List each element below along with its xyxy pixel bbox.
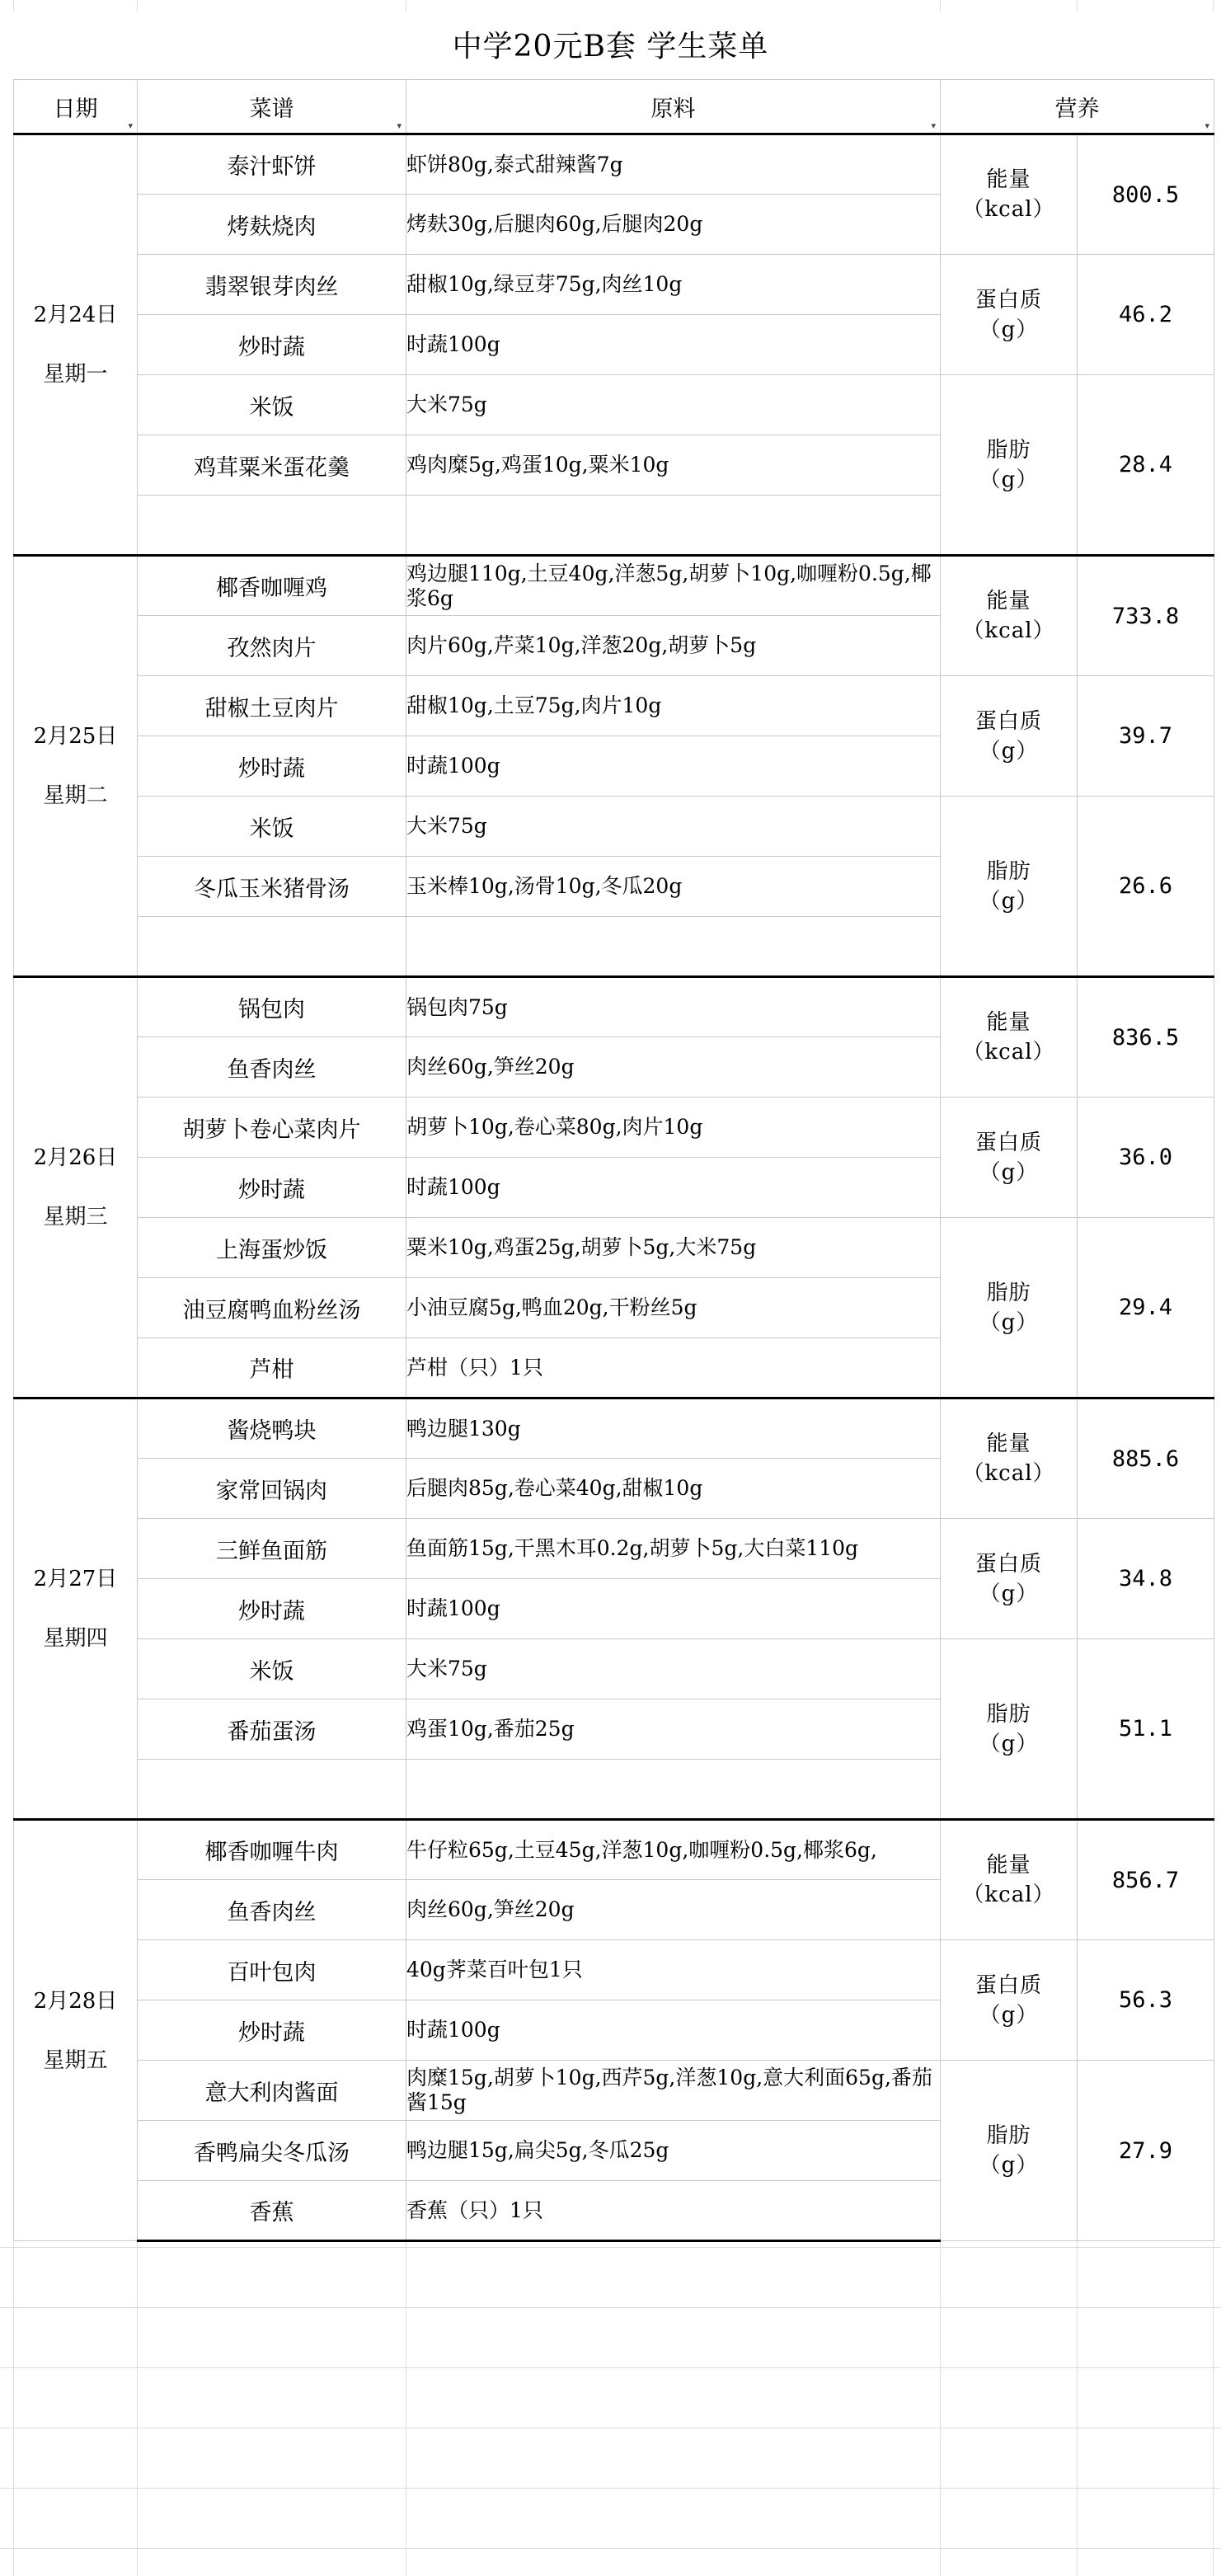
protein-unit: （g） xyxy=(979,1581,1039,1606)
date-text: 2月26日 xyxy=(33,1145,118,1170)
menu-row xyxy=(14,1820,1214,1880)
ingredients-cell[interactable]: 鱼面筋15g,干黑木耳0.2g,胡萝卜5g,大白菜110g xyxy=(406,1519,941,1579)
protein-label-cell[interactable] xyxy=(941,1098,1078,1218)
fat-value[interactable]: 29.4 xyxy=(1078,1218,1214,1398)
fat-label: 脂肪 xyxy=(986,2123,1031,2148)
day-block xyxy=(14,556,1214,977)
ingredients-cell[interactable]: 牛仔粒65g,土豆45g,洋葱10g,咖喱粉0.5g,椰浆6g, xyxy=(406,1820,941,1880)
dish-cell[interactable]: 香蕉 xyxy=(138,2181,406,2241)
dish-cell[interactable]: 椰香咖喱牛肉 xyxy=(138,1820,406,1880)
energy-label: 能量 xyxy=(986,1431,1031,1456)
fat-value[interactable]: 26.6 xyxy=(1078,797,1214,977)
header-dish[interactable] xyxy=(138,80,406,134)
ingredients-cell[interactable]: 时蔬100g xyxy=(406,1158,941,1218)
fat-label: 脂肪 xyxy=(986,1701,1031,1727)
protein-unit: （g） xyxy=(979,317,1039,342)
dish-cell[interactable]: 香鸭扁尖冬瓜汤 xyxy=(138,2121,406,2181)
menu-row xyxy=(14,676,1214,736)
fat-label-cell[interactable] xyxy=(941,1639,1078,1820)
fat-value[interactable]: 27.9 xyxy=(1078,2061,1214,2241)
ingredients-cell[interactable]: 粟米10g,鸡蛋25g,胡萝卜5g,大米75g xyxy=(406,1218,941,1278)
dish-cell[interactable]: 胡萝卜卷心菜肉片 xyxy=(138,1098,406,1158)
dish-cell[interactable]: 鱼香肉丝 xyxy=(138,1880,406,1940)
protein-value[interactable]: 36.0 xyxy=(1078,1098,1214,1218)
grid-line xyxy=(0,2247,1221,2248)
protein-label: 蛋白质 xyxy=(974,708,1042,734)
header-ingredients[interactable] xyxy=(406,80,941,134)
weekday-text: 星期四 xyxy=(43,1626,108,1651)
menu-row xyxy=(14,556,1214,616)
fat-label-cell[interactable] xyxy=(941,1218,1078,1398)
dish-cell[interactable]: 炒时蔬 xyxy=(138,1579,406,1639)
energy-label-cell[interactable] xyxy=(941,1820,1078,1940)
date-cell[interactable] xyxy=(14,1398,138,1820)
fat-label-cell[interactable] xyxy=(941,375,1078,556)
protein-label: 蛋白质 xyxy=(974,1972,1042,1998)
dish-cell[interactable]: 米饭 xyxy=(138,375,406,435)
energy-label: 能量 xyxy=(986,1010,1031,1035)
ingredients-cell[interactable]: 鸭边腿15g,扁尖5g,冬瓜25g xyxy=(406,2121,941,2181)
menu-row xyxy=(14,1218,1214,1278)
energy-value[interactable]: 885.6 xyxy=(1078,1398,1214,1519)
fat-label-cell[interactable] xyxy=(941,797,1078,977)
day-block xyxy=(14,977,1214,1398)
date-cell[interactable] xyxy=(14,556,138,977)
ingredients-cell[interactable]: 大米75g xyxy=(406,797,941,857)
energy-label: 能量 xyxy=(986,1853,1031,1878)
header-ingredients-label: 原料 xyxy=(650,96,696,122)
weekday-text: 星期三 xyxy=(43,1205,108,1229)
date-text: 2月25日 xyxy=(33,724,118,749)
ingredients-cell[interactable]: 时蔬100g xyxy=(406,1579,941,1639)
menu-row xyxy=(14,1940,1214,2000)
energy-unit: （kcal） xyxy=(962,1883,1055,1907)
energy-label-cell[interactable] xyxy=(941,1398,1078,1519)
ingredients-cell[interactable]: 小油豆腐5g,鸭血20g,干粉丝5g xyxy=(406,1278,941,1338)
ingredients-cell[interactable]: 肉糜15g,胡萝卜10g,西芹5g,洋葱10g,意大利面65g,番茄酱15g xyxy=(406,2061,941,2121)
fat-unit: （g） xyxy=(979,2153,1039,2178)
dish-cell[interactable]: 油豆腐鸭血粉丝汤 xyxy=(138,1278,406,1338)
energy-label: 能量 xyxy=(986,167,1031,192)
grid-line xyxy=(0,2488,1221,2489)
protein-label-cell[interactable] xyxy=(941,1519,1078,1639)
dish-cell[interactable]: 炒时蔬 xyxy=(138,2000,406,2061)
energy-label-cell[interactable] xyxy=(941,556,1078,676)
menu-row xyxy=(14,797,1214,857)
fat-unit: （g） xyxy=(979,1309,1039,1335)
filter-dropdown-icon[interactable]: ▾ xyxy=(128,120,133,131)
date-text: 2月28日 xyxy=(33,1988,118,2014)
menu-row xyxy=(14,1098,1214,1158)
header-nutrition-label: 营养 xyxy=(1054,96,1100,122)
filter-dropdown-icon[interactable]: ▾ xyxy=(397,120,402,131)
energy-unit: （kcal） xyxy=(962,1461,1055,1486)
menu-row xyxy=(14,1519,1214,1579)
weekday-text: 星期一 xyxy=(43,362,108,387)
fat-label-cell[interactable] xyxy=(941,2061,1078,2241)
fat-unit: （g） xyxy=(979,1731,1039,1756)
protein-label-cell[interactable] xyxy=(941,1940,1078,2061)
menu-row xyxy=(14,1639,1214,1699)
ingredients-cell[interactable]: 锅包肉75g xyxy=(406,977,941,1037)
ingredients-cell[interactable]: 后腿肉85g,卷心菜40g,甜椒10g xyxy=(406,1459,941,1519)
ingredients-cell[interactable]: 甜椒10g,土豆75g,肉片10g xyxy=(406,676,941,736)
ingredients-cell[interactable]: 肉片60g,芹菜10g,洋葱20g,胡萝卜5g xyxy=(406,616,941,676)
protein-label-cell[interactable] xyxy=(941,255,1078,375)
grid-line xyxy=(0,2307,1221,2308)
header-date-label: 日期 xyxy=(53,96,98,122)
dish-cell[interactable]: 炒时蔬 xyxy=(138,736,406,797)
menu-row xyxy=(14,134,1214,195)
menu-row xyxy=(14,2061,1214,2121)
menu-row xyxy=(14,1398,1214,1459)
dish-cell[interactable]: 上海蛋炒饭 xyxy=(138,1218,406,1278)
dish-cell[interactable]: 泰汁虾饼 xyxy=(138,134,406,195)
energy-label-cell[interactable] xyxy=(941,977,1078,1098)
dish-cell[interactable]: 翡翠银芽肉丝 xyxy=(138,255,406,315)
date-text: 2月27日 xyxy=(33,1567,118,1591)
menu-row xyxy=(14,255,1214,315)
protein-label: 蛋白质 xyxy=(974,287,1042,313)
dish-cell[interactable]: 鱼香肉丝 xyxy=(138,1037,406,1098)
weekday-text: 星期二 xyxy=(43,783,108,808)
ingredients-cell[interactable]: 甜椒10g,绿豆芽75g,肉丝10g xyxy=(406,255,941,315)
fat-label: 脂肪 xyxy=(986,437,1031,463)
dish-cell[interactable]: 酱烧鸭块 xyxy=(138,1398,406,1459)
ingredients-cell[interactable]: 肉丝60g,笋丝20g xyxy=(406,1037,941,1098)
protein-unit: （g） xyxy=(979,738,1039,764)
header-dish-label: 菜谱 xyxy=(249,96,294,122)
menu-row xyxy=(14,977,1214,1037)
ingredients-cell[interactable]: 大米75g xyxy=(406,375,941,435)
energy-unit: （kcal） xyxy=(962,618,1055,643)
ingredients-cell[interactable]: 时蔬100g xyxy=(406,736,941,797)
menu-title: 中学20元B套 学生菜单 xyxy=(0,12,1221,82)
ingredients-cell[interactable]: 胡萝卜10g,卷心菜80g,肉片10g xyxy=(406,1098,941,1158)
ingredients-cell[interactable]: 肉丝60g,笋丝20g xyxy=(406,1880,941,1940)
protein-unit: （g） xyxy=(979,2002,1039,2028)
protein-unit: （g） xyxy=(979,1159,1039,1185)
ingredients-cell[interactable]: 时蔬100g xyxy=(406,315,941,375)
energy-value[interactable]: 800.5 xyxy=(1078,134,1214,255)
dish-cell[interactable]: 冬瓜玉米猪骨汤 xyxy=(138,857,406,917)
ingredients-cell[interactable] xyxy=(406,496,941,556)
ingredients-cell[interactable] xyxy=(406,1760,941,1820)
day-block xyxy=(14,1820,1214,2241)
filter-dropdown-icon[interactable]: ▾ xyxy=(1205,120,1209,131)
ingredients-cell[interactable]: 烤麸30g,后腿肉60g,后腿肉20g xyxy=(406,195,941,255)
protein-value[interactable]: 56.3 xyxy=(1078,1940,1214,2061)
dish-cell[interactable]: 家常回锅肉 xyxy=(138,1459,406,1519)
header-date[interactable] xyxy=(14,80,138,134)
energy-value[interactable]: 733.8 xyxy=(1078,556,1214,676)
dish-cell[interactable]: 米饭 xyxy=(138,1639,406,1699)
energy-label-cell[interactable] xyxy=(941,134,1078,255)
energy-unit: （kcal） xyxy=(962,1040,1055,1065)
weekday-text: 星期五 xyxy=(43,2047,108,2073)
fat-unit: （g） xyxy=(979,888,1039,914)
protein-label-cell[interactable] xyxy=(941,676,1078,797)
dish-cell[interactable]: 烤麸烧肉 xyxy=(138,195,406,255)
date-cell[interactable] xyxy=(14,1820,138,2241)
dish-cell[interactable] xyxy=(138,1760,406,1820)
fat-label: 脂肪 xyxy=(986,1280,1031,1305)
dish-cell[interactable]: 百叶包肉 xyxy=(138,1940,406,2000)
protein-label: 蛋白质 xyxy=(974,1551,1042,1577)
energy-value[interactable]: 856.7 xyxy=(1078,1820,1214,1940)
menu-table xyxy=(13,79,1214,2242)
date-cell[interactable] xyxy=(14,977,138,1398)
dish-cell[interactable]: 米饭 xyxy=(138,797,406,857)
protein-value[interactable]: 39.7 xyxy=(1078,676,1214,797)
ingredients-cell[interactable]: 时蔬100g xyxy=(406,2000,941,2061)
ingredients-cell[interactable]: 鸭边腿130g xyxy=(406,1398,941,1459)
filter-dropdown-icon[interactable]: ▾ xyxy=(931,120,936,131)
ingredients-cell[interactable]: 鸡蛋10g,番茄25g xyxy=(406,1699,941,1760)
dish-cell[interactable]: 芦柑 xyxy=(138,1338,406,1398)
energy-value[interactable]: 836.5 xyxy=(1078,977,1214,1098)
dish-cell[interactable]: 椰香咖喱鸡 xyxy=(138,556,406,616)
fat-value[interactable]: 51.1 xyxy=(1078,1639,1214,1820)
dish-cell[interactable] xyxy=(138,917,406,977)
ingredients-cell[interactable]: 虾饼80g,泰式甜辣酱7g xyxy=(406,134,941,195)
dish-cell[interactable] xyxy=(138,496,406,556)
dish-cell[interactable]: 鸡茸粟米蛋花羹 xyxy=(138,435,406,496)
dish-cell[interactable]: 番茄蛋汤 xyxy=(138,1699,406,1760)
dish-cell[interactable]: 甜椒土豆肉片 xyxy=(138,676,406,736)
dish-cell[interactable]: 孜然肉片 xyxy=(138,616,406,676)
dish-cell[interactable]: 炒时蔬 xyxy=(138,315,406,375)
protein-value[interactable]: 34.8 xyxy=(1078,1519,1214,1639)
energy-unit: （kcal） xyxy=(962,197,1055,222)
header-nutrition[interactable] xyxy=(941,80,1214,134)
menu-row xyxy=(14,375,1214,435)
grid-line xyxy=(0,2548,1221,2549)
ingredients-cell[interactable]: 芦柑（只）1只 xyxy=(406,1338,941,1398)
fat-unit: （g） xyxy=(979,467,1039,492)
dish-cell[interactable]: 锅包肉 xyxy=(138,977,406,1037)
protein-label: 蛋白质 xyxy=(974,1130,1042,1155)
date-cell[interactable] xyxy=(14,134,138,556)
fat-value[interactable]: 28.4 xyxy=(1078,375,1214,556)
dish-cell[interactable]: 三鲜鱼面筋 xyxy=(138,1519,406,1579)
fat-label: 脂肪 xyxy=(986,858,1031,884)
dish-cell[interactable]: 炒时蔬 xyxy=(138,1158,406,1218)
ingredients-cell[interactable]: 40g荠菜百叶包1只 xyxy=(406,1940,941,2000)
day-block xyxy=(14,134,1214,556)
day-block xyxy=(14,1398,1214,1820)
ingredients-cell[interactable]: 大米75g xyxy=(406,1639,941,1699)
energy-label: 能量 xyxy=(986,589,1031,613)
ingredients-cell[interactable]: 鸡肉糜5g,鸡蛋10g,粟米10g xyxy=(406,435,941,496)
ingredients-cell[interactable]: 香蕉（只）1只 xyxy=(406,2181,941,2241)
ingredients-cell[interactable] xyxy=(406,917,941,977)
ingredients-cell[interactable]: 玉米棒10g,汤骨10g,冬瓜20g xyxy=(406,857,941,917)
dish-cell[interactable]: 意大利肉酱面 xyxy=(138,2061,406,2121)
ingredients-cell[interactable]: 鸡边腿110g,土豆40g,洋葱5g,胡萝卜10g,咖喱粉0.5g,椰浆6g xyxy=(406,556,941,616)
protein-value[interactable]: 46.2 xyxy=(1078,255,1214,375)
grid-line xyxy=(0,2367,1221,2368)
date-text: 2月24日 xyxy=(33,303,118,327)
